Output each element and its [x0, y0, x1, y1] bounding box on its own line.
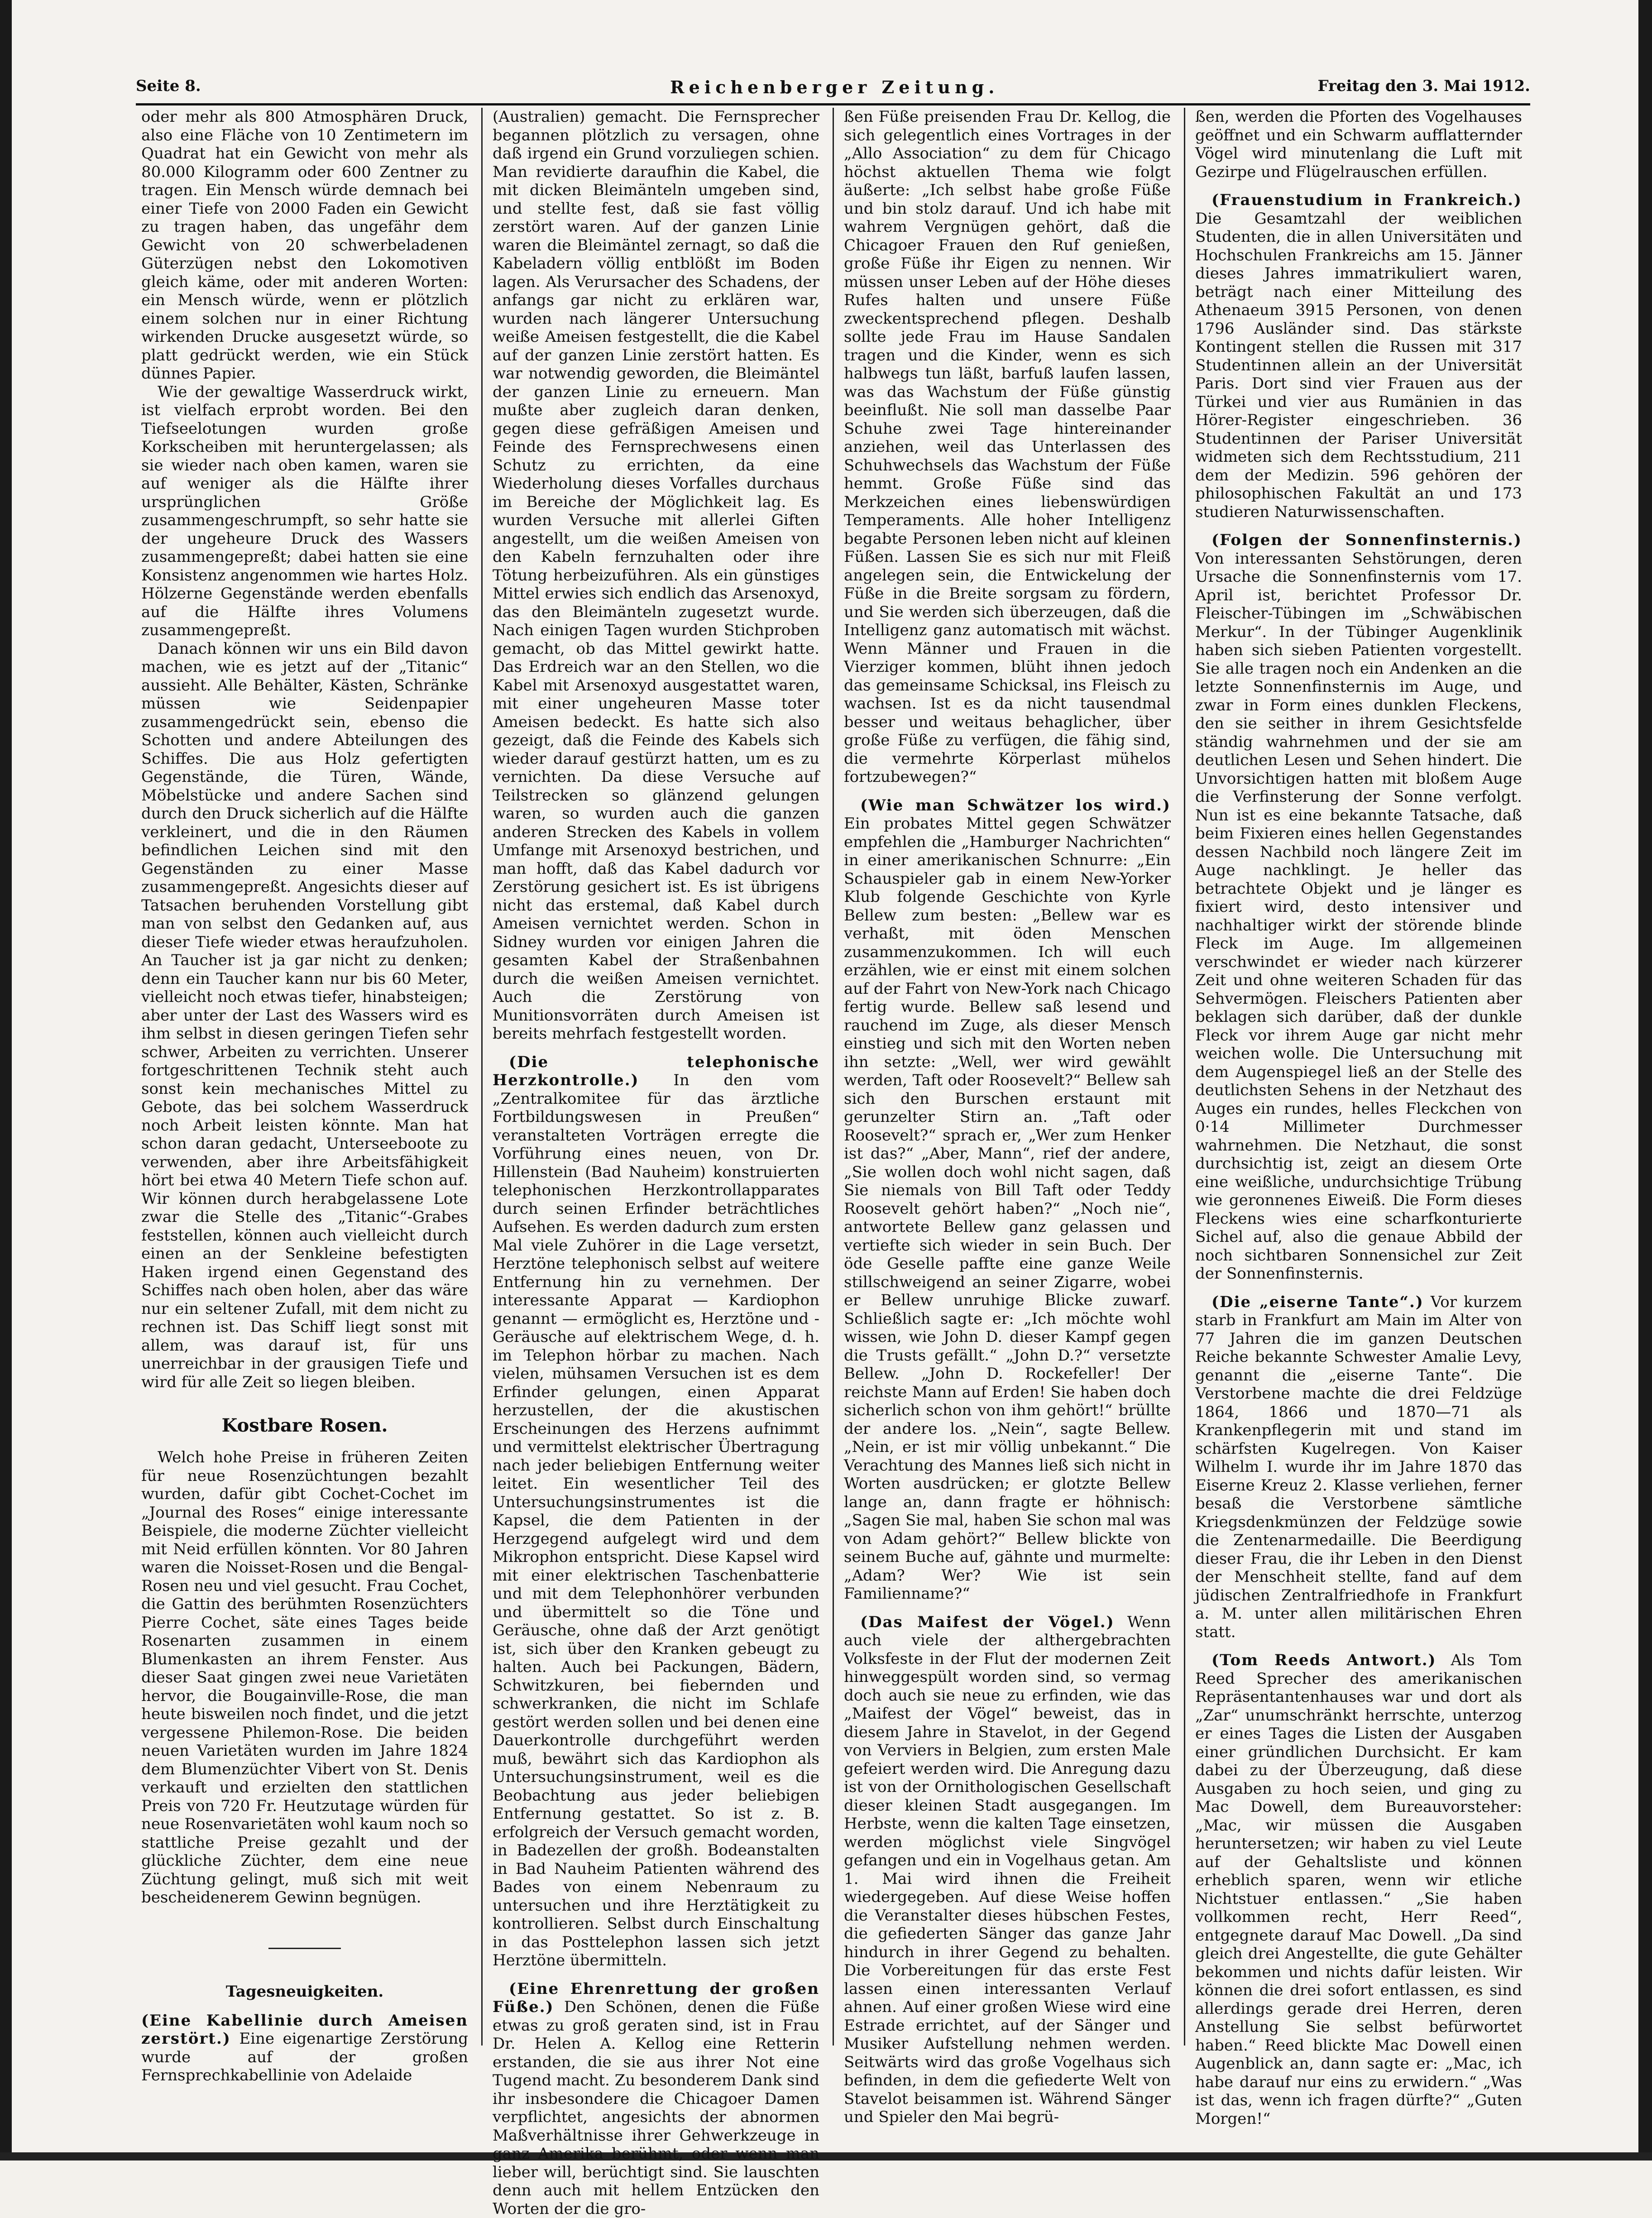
news-item-title: (Eine Ehrenrettung der großen Füße.): [493, 1980, 819, 2017]
news-item-text: Ein probates Mittel gegen Schwätzer empfehlen die „Hamburger Nachrichten“ in einer amerikanischen Schnurre: „Ein Schauspieler gab in einem New-Yorker Klub folgende Geschichte von Kyrle Bellew zum besten: „Bellew war es verhaßt, mit öden Menschen zusammenzukommen. Ich will euch erzählen, wie er einst mit einem solchen auf der Fahrt von New-York nach Chicago fertig wurde. Bellew saß lesend und rauchend im Zuge, als dieser Mensch einstieg und sich mit den Worten neben ihn setzte: „Well, wer wird gewählt werden, Taft oder Roosevelt?“ Bellew sah sich den Burschen erstaunt mit gerunzelter Stirn an. „Taft oder Roosevelt?“ sprach er, „Wer zum Henker ist das?“ „Aber, Mann“, rief der andere, „Sie wollen doch wohl nicht sagen, daß Sie niemals von Bill Taft oder Teddy Roosevelt gehört haben?“ „Noch nie“, antwortete Bellew ganz gelassen und vertiefte sich wieder in sein Buch. Der öde Geselle paffte eine ganze Weile stillschweigend an seiner Zigarre, wobei er Bellew unruhige Blicke zuwarf. Schließlich sagte er: „Ich möchte wohl wissen, wie John D. dieser Kampf gegen die Trusts gefällt.“ „John D.?“ versetzte Bellew. „John D. Rockefeller! Der reichste Mann auf Erden! Sie haben doch sicherlich schon von ihm gehört!“ brüllte der andere los. „Nein“, sagte Bellew. „Nein, er ist mir völlig unbekannt.“ Die Verachtung des Mannes ließ sich nicht in Worten ausdrücken; er glotzte Bellew lange an, dann fragte er höhnisch: „Sagen Sie mal, haben Sie schon mal was von Adam gehört?“ Bellew blickte von seinem Buche auf, gähnte und murmelte: „Adam? Wer? Wie ist sein Familienname?“: [844, 814, 1171, 1603]
issue-date: Freitag den 3. Mai 1912.: [1317, 77, 1530, 95]
newspaper-title: Reichenberger Zeitung.: [670, 77, 999, 97]
section-rule: [268, 1948, 341, 1949]
page-header: [136, 77, 1530, 104]
news-item: [493, 1980, 819, 2218]
column-separator: [1184, 108, 1185, 2046]
news-item-title: (Eine Kabellinie durch Ameisen zerstört.): [141, 2012, 468, 2048]
news-item: [1195, 1293, 1522, 1642]
news-item-title: (Das Maifest der Vögel.): [860, 1613, 1115, 1631]
news-item-text: Wenn auch viele der althergebrachten Volksfeste in der Flut der modernen Zeit hinweggespült worden sind, so vermag doch auch sie neue zu erfinden, wie das „Maifest der Vögel“ beweist, das in diesem Jahre in Stavelot, in der Gegend von Verviers in Belgien, zum ersten Male gefeiert werden wird. Die Anregung dazu ist von der Ornithologischen Gesellschaft dieser kleinen Stadt ausgegangen. Im Herbste, wenn die kalten Tage einsetzen, werden möglichst viele Singvögel gefangen und ein in Vogelhaus getan. Am 1. Mai wird ihnen die Freiheit wiedergegeben. Auf diese Weise hoffen die Veranstalter dieses hübschen Festes, die gefiederten Sänger das ganze Jahr hindurch in ihrer Gegend zu behalten. Die Vorbereitungen für das erste Fest lassen einen interessanten Verlauf ahnen. Auf einer großen Wiese wird eine Estrade errichtet, auf der Sänger und Musiker Aufstellung nehmen werden. Seitwärts wird das große Vogelhaus sich befinden, in dem die gefiederte Welt von Stavelot beisammen ist. Während Sänger und Spieler den Mai begrü-: [844, 1613, 1171, 2127]
news-item: [493, 1053, 819, 1970]
article-paragraph: oder mehr als 800 Atmosphären Druck, also eine Fläche von 10 Zentimetern im Quadrat hat ein Gewicht von mehr als 80.000 Kilogramm oder 600 Zentner zu tragen. Ein Mensch würde demnach bei einer Tiefe von 2000 Faden ein Gewicht zu tragen haben, das ungefähr dem Gewicht von 20 schwerbeladenen Güterzügen nebst den Lokomotiven gleich käme, oder mit anderen Worten: ein Mensch würde, wenn er plötzlich einem solchen nur in einer Richtung wirkenden Drucke ausgesetzt würde, so platt gedrückt werden, wie ein Stück dünnes Papier.: [141, 108, 468, 383]
column-separator: [481, 108, 483, 2046]
article-paragraph: Danach können wir uns ein Bild davon machen, wie es jetzt auf der „Titanic“ aussieht. Alle Behälter, Kästen, Schränke müssen wie Seidenpapier zusammengedrückt sein, ebenso die Schotten und andere Abteilungen des Schiffes. Die aus Holz gefertigten Gegenstände, die Türen, Wände, Möbelstücke und andere Sachen sind durch den Druck sicherlich auf die Hälfte verkleinert, und die in den Räumen befindlichen Leichen sind mit den Gegenständen zu einer Masse zusammengepreßt. Angesichts dieser auf Tatsachen beruhenden Vorstellung gibt man von selbst den Gedanken auf, aus dieser Tiefe wieder etwas heraufzuholen. An Taucher ist ja gar nicht zu denken; denn ein Taucher kann nur bis 60 Meter, vielleicht noch etwas tiefer, hinabsteigen; aber unter der Last des Wassers wird es ihm selbst in diesen geringen Tiefen sehr schwer, Arbeiten zu verrichten. Unserer fortgeschrittenen Technik steht auch sonst kein mechanisches Mittel zu Gebote, das bei solchem Wasserdruck noch Arbeit leisten könnte. Man hat schon daran gedacht, Unterseeboote zu verwenden, aber ihre Arbeitsfähigkeit hört bei etwa 40 Metern Tiefe schon auf. Wir können durch herabgelassene Lote zwar die Stelle des „Titanic“-Grabes feststellen, können auch vielleicht durch einen an der Senkleine befestigten Haken irgend einen Gegenstand des Schiffes nach oben holen, aber das wäre nur ein seltener Zufall, mit dem nicht zu rechnen ist. Das Schiff liegt sonst mit allem, was darauf ist, für uns unerreichbar in der grausigen Tiefe und wird für alle Zeit so liegen bleiben.: [141, 640, 468, 1392]
article-paragraph: (Australien) gemacht. Die Fernsprecher begannen plötzlich zu versagen, ohne daß irgend ein Grund vorzuliegen schien. Man revidierte daraufhin die Kabel, die mit dicken Bleimänteln umgeben sind, und stellte fest, daß sie fast völlig zerstört waren. Auf der ganzen Linie waren die Bleimäntel zernagt, so daß die Kabeladern völlig entblößt im Boden lagen. Als Verursacher des Schadens, der anfangs gar nicht zu erklären war, wurden nach längerer Untersuchung weiße Ameisen festgestellt, die die Kabel auf der ganzen Linie zerstört hatten. Es war notwendig geworden, die Bleimäntel der ganzen Linie zu erneuern. Man mußte aber zugleich daran denken, gegen diese gefräßigen Ameisen und Feinde des Fernsprechwesens einen Schutz zu errichten, da eine Wiederholung dieses Vorfalles durchaus im Bereiche der Möglichkeit lag. Es wurden Versuche mit allerlei Giften angestellt, um die weißen Ameisen von den Kabeln fernzuhalten oder ihre Tötung herbeizuführen. Als ein günstiges Mittel erwies sich endlich das Arsenoxyd, das den Bleimänteln zugesetzt wurde. Nach einigen Tagen wurden Stichproben gemacht, ob das Mittel gewirkt hatte. Das Erdreich war an den Stellen, wo die Kabel mit Arsenoxyd ausgestattet waren, mit einer ungeheuren Masse toter Ameisen bedeckt. Es hatte sich also gezeigt, daß die Feinde des Kabels sich wieder darauf gestürzt hatten, um es zu vernichten. Da diese Versuche auf Teilstrecken so glänzend gelungen waren, so wurden auch die ganzen anderen Strecken des Kabels in vollem Umfange mit Arsenoxyd bestrichen, und man hofft, daß das Kabel dadurch vor Zerstörung gesichert ist. Es ist übrigens nicht das erstemal, daß Kabel durch Ameisen vernichtet werden. Schon in Sidney wurden vor einigen Jahren die gesamten Kabel der Straßenbahnen durch die weißen Ameisen vernichtet. Auch die Zerstörung von Munitionsvorräten durch Ameisen ist bereits mehrfach festgestellt worden.: [493, 108, 819, 1043]
article-paragraph: Welch hohe Preise in früheren Zeiten für neue Rosenzüchtungen bezahlt wurden, dafür gibt Cochet-Cochet im „Journal des Roses“ einige interessante Beispiele, die moderne Züchter vielleicht mit Neid erfüllen könnten. Vor 80 Jahren waren die Noisset-Rosen und die Bengal-Rosen neu und viel gesucht. Frau Cochet, die Gattin des berühmten Rosenzüchters Pierre Cochet, säte eines Tages beide Rosenarten zusammen in einem Blumenkasten an ihrem Fenster. Aus dieser Saat gingen zwei neue Varietäten hervor, die Bougainville-Rose, die man heute bisweilen noch findet, und die jetzt vergessene Philemon-Rose. Die beiden neuen Varietäten wurden im Jahre 1824 dem Blumenzüchter Vibert von St. Denis verkauft und erzielten den stattlichen Preis von 720 Fr. Heutzutage würden für neue Rosenvarietäten wohl kaum noch so stattliche Preise gezahlt und der glückliche Züchter, dem eine neue Züchtung gelingt, muß sich mit weit bescheidenerem Gewinn begnügen.: [141, 1448, 468, 1907]
news-item-text: Die Gesamtzahl der weiblichen Studenten, die in allen Universitäten und Hochschulen Frankreichs am 15. Jänner dieses Jahres immatrikuliert waren, beträgt nach einer Mitteilung des Athenaeum 3915 Personen, von denen 1796 Ausländer sind. Das stärkste Kontingent stellen die Russen mit 317 Studentinnen allein an der Universität Paris. Dort sind vier Frauen aus der Türkei und vier aus Rumänien in das Hörer-Register eingeschrieben. 36 Studentinnen der Pariser Universität widmeten sich dem Rechtsstudium, 211 dem der Medizin. 596 gehören der philosophischen Fakultät an und 173 studieren Naturwissenschaften.: [1195, 210, 1522, 521]
news-item-title: (Tom Reeds Antwort.): [1211, 1651, 1437, 1669]
scan-edge-right: [1638, 0, 1652, 2161]
news-item-title: (Die telephonische Herzkontrolle.): [493, 1053, 819, 1090]
news-item-text: Eine eigenartige Zerstörung wurde auf der großen Fernsprechkabellinie von Adelaide: [141, 2030, 468, 2084]
scan-edge-bottom: [0, 2152, 1652, 2161]
article-paragraph: Wie der gewaltige Wasserdruck wirkt, ist vielfach erprobt worden. Bei den Tiefseelotungen wurden große Korkscheiben mit heruntergelassen; als sie wieder nach oben kamen, waren sie auf weniger als die Hälfte ihrer ursprünglichen Größe zusammengeschrumpft, so sehr hatte sie der ungeheure Druck des Wassers zusammengepreßt; dabei hatten sie eine Konsistenz angenommen wie hartes Holz. Hölzerne Gegenstände werden ebenfalls auf die Hälfte ihres Volumens zusammengepreßt.: [141, 383, 468, 640]
news-item-text: Den Schönen, denen die Füße etwas zu groß geraten sind, ist in Frau Dr. Helen A. Kellog eine Retterin erstanden, die sie aus ihrer Not eine Tugend macht. Zu besonderem Dank sind ihr insbesondere die Chicagoer Damen verpflichtet, angesichts der abnormen Maßverhältnisse ihrer Gehwerkzeuge in ganz Amerika berühmt, oder wenn man lieber will, berüchtigt sind. Sie lauschten denn auch mit hellem Entzücken den Worten der die gro-: [493, 1998, 819, 2218]
news-item-title: (Frauenstudium in Frankreich.): [1211, 191, 1522, 209]
news-item: [1195, 1651, 1522, 2128]
news-item: [1195, 191, 1522, 521]
article-paragraph: ßen, werden die Pforten des Vogelhauses geöffnet und ein Schwarm aufflatternder Vögel wird minutenlang die Luft mit Gezirpe und Flügelrauschen erfüllen.: [1195, 108, 1522, 181]
news-item-text: Von interessanten Sehstörungen, deren Ursache die Sonnenfinsternis vom 17. April ist, berichtet Professor Dr. Fleischer-Tübingen im „Schwäbischen Merkur“. In der Tübinger Augenklinik haben sich sieben Patienten vorgestellt. Sie alle tragen noch ein Andenken an die letzte Sonnenfinsternis im Auge, und zwar in Form eines dunklen Fleckens, den sie seither in ihrem Gesichtsfelde ständig wahrnehmen und der sie am deutlichen Lesen und Sehen hindert. Die Unvorsichtigen hatten mit bloßem Auge die Verfinsterung der Sonne verfolgt. Nun ist es eine bekannte Tatsache, daß beim Fixieren eines hellen Gegenstandes dessen Nachbild noch längere Zeit im Auge nachklingt. Je heller das betrachtete Objekt und je länger es fixiert wird, desto intensiver und nachhaltiger wirkt der störende blinde Fleck im Auge. Im allgemeinen verschwindet er wieder nach kürzerer Zeit und ohne weiteren Schaden für das Sehvermögen. Fleischers Patienten aber beklagen sich darüber, daß der dunkle Fleck vor ihrem Auge gar nicht mehr weichen wolle. Die Untersuchung mit dem Augenspiegel ließ an der Stelle des deutlichsten Sehens in der Netzhaut des Auges ein rundes, helles Fleckchen von 0·14 Millimeter Durchmesser wahrnehmen. Die Netzhaut, die sonst durchsichtig ist, zeigt an diesem Orte eine weißliche, undurchsichtige Trübung wie geronnenes Eiweiß. Die Form dieses Fleckens wies eine scharfkonturierte Sichel auf, also die genaue Abbild der noch sichtbaren Sonnensichel zur Zeit der Sonnenfinsternis.: [1195, 550, 1522, 1283]
column-4: [1195, 108, 1522, 2046]
news-item-title: (Wie man Schwätzer los wird.): [860, 796, 1171, 814]
column-1: [141, 108, 468, 2046]
news-item-text: Vor kurzem starb in Frankfurt am Main im Alter von 77 Jahren die im ganzen Deutschen Reiche bekannte Schwester Amalie Levy, genannt die „eiserne Tante“. Die Verstorbene machte die drei Feldzüge 1864, 1866 und 1870—71 als Krankenpflegerin mit und stand im schärfsten Kugelregen. Von Kaiser Wilhelm I. wurde ihr im Jahre 1870 das Eiserne Kreuz 2. Klasse verliehen, ferner besaß die Verstorbene sämtliche Kriegsdenkmünzen der Feldzüge sowie die Zentenarmedaille. Die Beerdigung dieser Frau, die ihr Leben in den Dienst der Menschheit stellte, fand auf dem jüdischen Zentralfriedhofe in Frankfurt a. M. unter allen militärischen Ehren statt.: [1195, 1293, 1522, 1641]
scan-edge-left: [0, 0, 12, 2161]
header-rule: [136, 103, 1530, 105]
section-heading-news: Tagesneuigkeiten.: [141, 1981, 468, 2002]
news-item: [844, 1613, 1171, 2127]
spacer: [141, 1907, 468, 1948]
news-item-title: (Folgen der Sonnenfinsternis.): [1211, 531, 1522, 549]
page-number: Seite 8.: [136, 77, 201, 95]
article-paragraph: ßen Füße preisenden Frau Dr. Kellog, die sich gelegentlich eines Vortrages in der „Allo Association“ zu dem für Chicago höchst aktuellen Thema wie folgt äußerte: „Ich selbst habe große Füße und bin stolz darauf. Und ich habe mit wahrem Vergnügen gehört, daß die Chicagoer Frauen den Ruf genießen, große Füße ihr Eigen zu nennen. Wir müssen unser Leben auf der Höhe dieses Rufes halten und unsere Füße zweckentsprechend pflegen. Deshalb sollte jede Frau im Hause Sandalen tragen und die Kinder, wenn es sich halbwegs tun läßt, barfuß laufen lassen, was das Wachstum der Füße günstig beeinflußt. Nie soll man dasselbe Paar Schuhe zwei Tage hintereinander anziehen, weil das Unterlassen des Schuhwechsels das Wachstum der Füße hemmt. Große Füße sind das Merkzeichen eines liebenswürdigen Temperaments. Alle hoher Intelligenz begabte Personen leben nicht auf kleinen Füßen. Lassen Sie es sich nur mit Fleiß angelegen sein, die Entwickelung der Füße in die Breite sorgsam zu fördern, und Sie werden sich überzeugen, daß die Intelligenz ganz automatisch mit wächst. Wenn Männer und Frauen in die Vierziger kommen, blüht ihnen jedoch das gemeinsame Schicksal, ins Fleisch zu wachsen. Ist es da nicht tausendmal besser und weitaus behaglicher, über große Füße zu verfügen, die fähig sind, die vermehrte Körperlast mühelos fortzubewegen?“: [844, 108, 1171, 786]
news-item: [844, 796, 1171, 1603]
column-separator: [833, 108, 834, 2046]
column-3: [844, 108, 1171, 2046]
news-item-title: (Die „eiserne Tante“.): [1211, 1293, 1424, 1311]
column-2: [493, 108, 819, 2046]
news-item: [141, 2012, 468, 2085]
section-heading-roses: Kostbare Rosen.: [141, 1415, 468, 1437]
news-item-text: Als Tom Reed Sprecher des amerikanischen Repräsentantenhauses war und dort als „Zar“ unumschränkt herrschte, unterzog er eines Tages die Listen der Ausgaben einer gründlichen Durchsicht. Er kam dabei zu der Überzeugung, daß diese Ausgaben zu hoch seien, und ging zu Mac Dowell, dem Bureauvorsteher: „Mac, wir müssen die Ausgaben heruntersetzen; wir haben zu viel Leute auf der Gehaltsliste und können erheblich sparen, wenn wir etliche Nichtstuer entlassen.“ „Sie haben vollkommen recht, Herr Reed“, entgegnete darauf Mac Dowell. „Da sind gleich drei Angestellte, die gute Gehälter bekommen und nichts dafür leisten. Wir können die drei sofort entlassen, es sind allerdings gerade drei Herren, deren Anstellung Sie selbst befürwortet haben.“ Reed blickte Mac Dowell einen Augenblick an, dann sagte er: „Mac, ich habe darauf nur eins zu erwidern.“ „Was ist das, wenn ich fragen dürfte?“ „Guten Morgen!“: [1195, 1651, 1522, 2128]
news-item-text: In den vom „Zentralkomitee für das ärztliche Fortbildungswesen in Preußen“ veranstalteten Vorträgen erregte die Vorführung eines neuen, von Dr. Hillenstein (Bad Nauheim) konstruierten telephonischen Herzkontrollapparates durch seinen Erfinder beträchtliches Aufsehen. Es werden dadurch zum ersten Mal viele Zuhörer in die Lage versetzt, Herztöne telephonisch selbst auf weitere Entfernung hin zu vernehmen. Der interessante Apparat — Kardiophon genannt — ermöglicht es, Herztöne und -Geräusche auf elektrischem Wege, d. h. im Telephon hörbar zu machen. Nach vielen, mühsamen Versuchen ist es dem Erfinder gelungen, einen Apparat herzustellen, der die akustischen Erscheinungen des Herzens aufnimmt und vermittelst elektrischer Übertragung nach jeder beliebigen Entfernung weiter leitet. Ein wesentlicher Teil des Untersuchungsinstrumentes ist die Kapsel, die dem Patienten in der Herzgegend aufgelegt wird und dem Mikrophon entspricht. Diese Kapsel wird mit einer elektrischen Taschenbatterie und mit dem Telephonhörer verbunden und übermittelt so die Töne und Geräusche, ohne daß der Arzt genötigt ist, sich über den Kranken gebeugt zu halten. Auch bei Packungen, Bädern, Schwitzkuren, bei fiebernden und schwerkranken, die nicht im Schlafe gestört werden sollen und bei denen eine Dauerkontrolle durchgeführt werden muß, bewährt sich das Kardiophon als Untersuchungsinstrument, weil es die Beobachtung aus jeder beliebigen Entfernung gestattet. So ist z. B. erfolgreich der Versuch gemacht worden, in Badezellen der großh. Bodeanstalten in Bad Nauheim Patienten während des Bades von einem Nebenraum zu untersuchen und ihre Herztätigkeit zu kontrollieren. Selbst durch Einschaltung in das Posttelephon lassen sich jetzt Herztöne übermitteln.: [493, 1071, 819, 1969]
news-item: [1195, 531, 1522, 1283]
